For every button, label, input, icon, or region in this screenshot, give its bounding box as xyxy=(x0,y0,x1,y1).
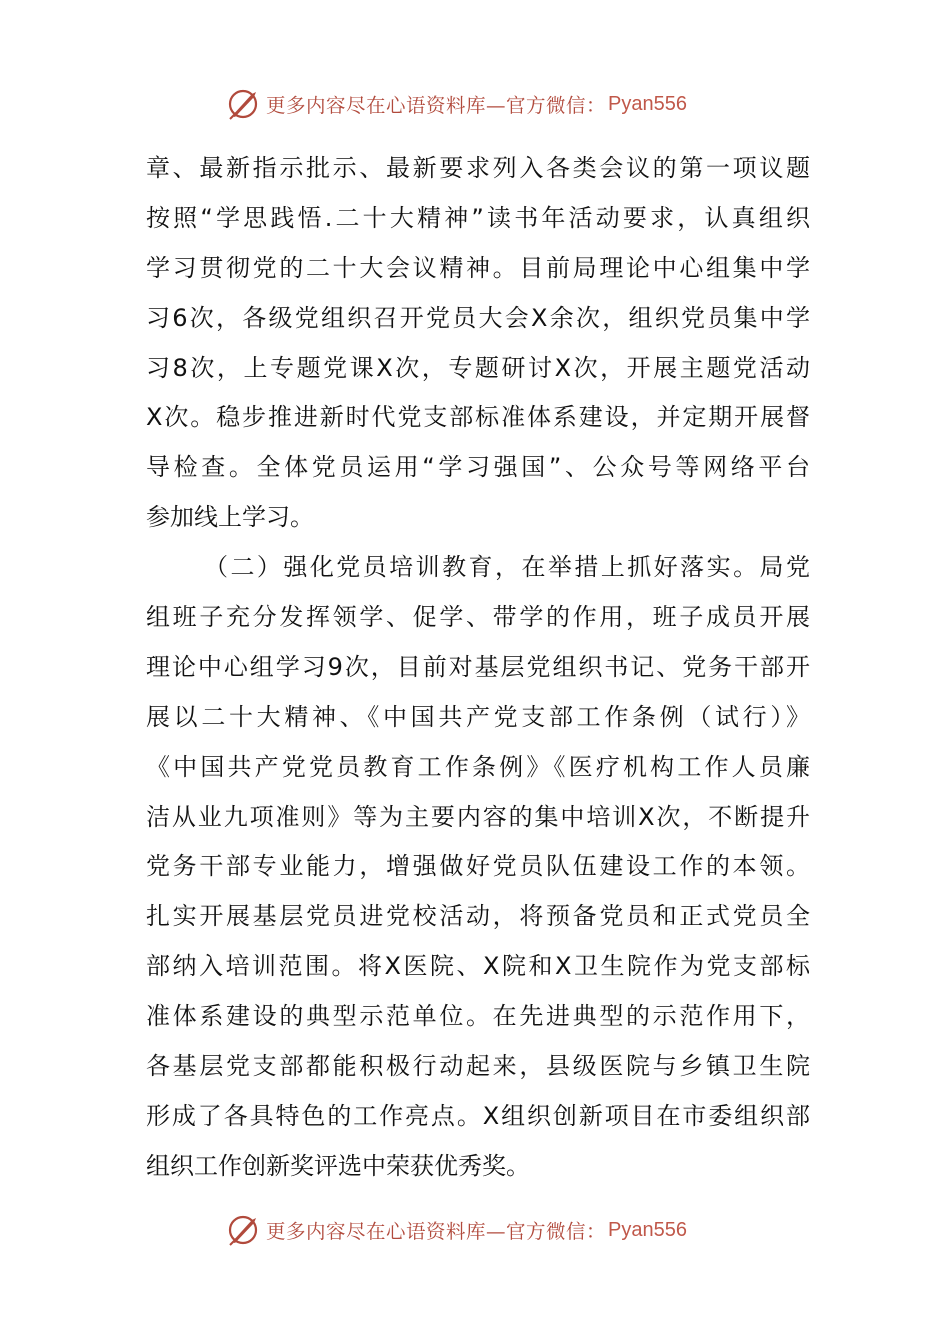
text-line: （二）强化党员培训教育，在举措上抓好落实。局党 xyxy=(204,553,810,582)
text-line: 各基层党支部都能积极行动起来，县级医院与乡镇卫生院 xyxy=(146,1052,810,1081)
paragraph-2 xyxy=(146,543,810,1192)
text-line: 学习贯彻党的二十大会议精神。目前局理论中心组集中学 xyxy=(146,253,810,282)
text-line: 扎实开展基层党员进党校活动，将预备党员和正式党员全 xyxy=(146,902,810,931)
text-line: 《中国共产党党员教育工作条例》《医疗机构工作人员廉 xyxy=(146,752,810,781)
text-line: 组班子充分发挥领学、促学、带学的作用，班子成员开展 xyxy=(146,603,810,632)
header-watermark xyxy=(226,84,687,124)
text-line: 习6次，各级党组织召开党员大会X余次，组织党员集中学 xyxy=(146,303,810,332)
text-line: 准体系建设的典型示范单位。在先进典型的示范作用下， xyxy=(146,1002,810,1031)
text-line: 参加线上学习。 xyxy=(146,503,314,532)
watermark-text: 更多内容尽在心语资料库—官方微信： xyxy=(266,1220,607,1243)
text-line: 理论中心组学习9次，目前对基层党组织书记、党务干部开 xyxy=(146,652,810,681)
text-line: 形成了各具特色的工作亮点。X组织创新项目在市委组织部 xyxy=(146,1101,810,1130)
text-line: 展以二十大精神、《中国共产党支部工作条例（试行）》 xyxy=(146,702,810,731)
text-line: 洁从业九项准则》等为主要内容的集中培训X次，不断提升 xyxy=(146,802,810,831)
text-line: 党务干部专业能力，增强做好党员队伍建设工作的本领。 xyxy=(146,852,810,881)
text-line: X次。稳步推进新时代党支部标准体系建设，并定期开展督 xyxy=(146,403,810,432)
watermark-wechat-id: Pyan556 xyxy=(608,92,687,115)
paragraph-1 xyxy=(146,144,810,543)
text-line: 习8次，上专题党课X次，专题研讨X次，开展主题党活动 xyxy=(146,353,810,382)
text-line: 按照“学思践悟.二十大精神”读书年活动要求，认真组织 xyxy=(146,203,810,232)
watermark-wechat-id: Pyan556 xyxy=(608,1218,687,1241)
text-line: 组织工作创新奖评选中荣获优秀奖。 xyxy=(146,1151,530,1180)
quill-logo-icon xyxy=(226,1212,262,1248)
text-line: 部纳入培训范围。将X医院、X院和X卫生院作为党支部标 xyxy=(146,952,810,981)
quill-logo-icon xyxy=(226,86,262,122)
text-line: 导检查。全体党员运用“学习强国”、公众号等网络平台 xyxy=(146,453,810,482)
document-body xyxy=(146,144,810,1192)
footer-watermark xyxy=(226,1210,687,1250)
watermark-text: 更多内容尽在心语资料库—官方微信： xyxy=(266,94,607,117)
text-line: 章、最新指示批示、最新要求列入各类会议的第一项议题 xyxy=(146,154,810,182)
